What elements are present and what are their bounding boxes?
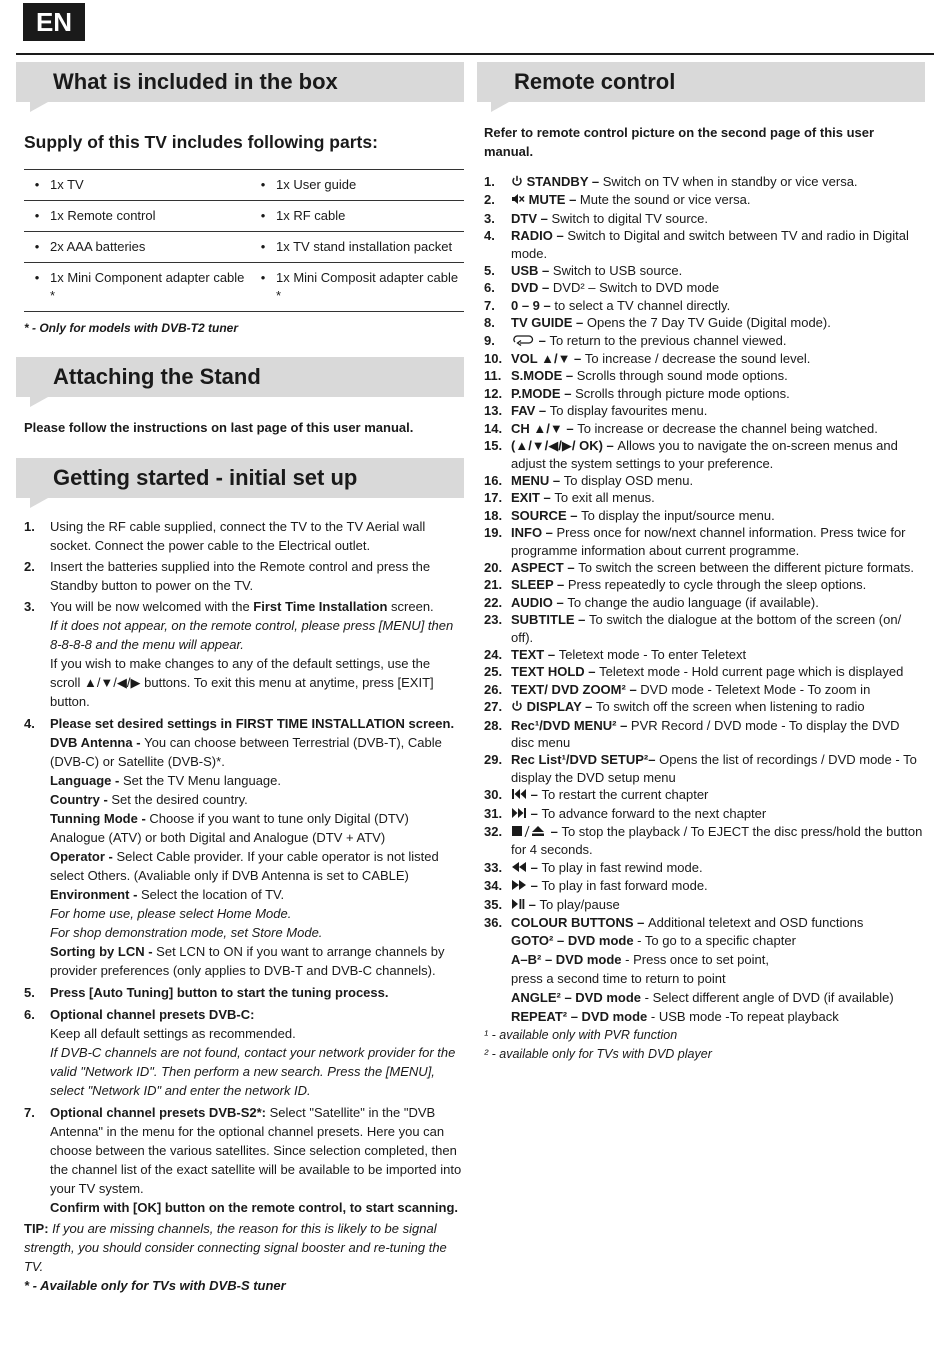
- remote-item: [484, 663, 925, 680]
- button-name: Rec¹/DVD MENU² –: [511, 717, 631, 733]
- bullet: •: [250, 232, 276, 263]
- function-name: GOTO² – DVD mode: [511, 933, 634, 949]
- right-column: [477, 62, 925, 1064]
- item-number: 21.: [484, 577, 503, 593]
- button-description: To play in fast rewind mode.: [541, 859, 703, 875]
- stand-title: Attaching the Stand: [53, 364, 261, 389]
- remote-item: [484, 698, 925, 716]
- item-number: 17.: [484, 490, 503, 506]
- button-name: MENU –: [511, 472, 564, 488]
- prev-chapter-icon: [511, 787, 527, 804]
- remote-item: [484, 717, 925, 752]
- button-name: VOL ▲/▼ –: [511, 351, 585, 367]
- remote-item: [484, 805, 925, 823]
- step-6: [16, 1005, 464, 1100]
- bullet: •: [24, 201, 50, 232]
- button-description: to select a TV channel directly.: [554, 297, 731, 313]
- item-number: 36.: [484, 915, 503, 931]
- power-icon: [511, 174, 523, 191]
- button-description: PVR Record / DVD mode - To display the DVD disc menu: [511, 717, 900, 750]
- button-name: SOURCE –: [511, 507, 582, 523]
- return-icon: [511, 333, 535, 350]
- bullet: •: [250, 201, 276, 232]
- parts-row: [24, 263, 464, 312]
- button-description: To stop the playback / To EJECT the disc press/hold the button for 4 seconds.: [511, 824, 923, 858]
- item-number: 25.: [484, 664, 503, 680]
- step-confirm: Confirm with [OK] button on the remote control, to start scanning.: [50, 1200, 459, 1215]
- item-number: 9.: [484, 332, 495, 348]
- item-number: 22.: [484, 594, 503, 610]
- item-number: 4.: [484, 228, 495, 244]
- button-description: To play in fast forward mode.: [541, 878, 708, 894]
- step-emphasis: First Time Installation: [253, 599, 388, 614]
- remote-item: [484, 681, 925, 698]
- item-number: 1.: [484, 174, 495, 189]
- button-description: To display the input/source menu.: [581, 507, 775, 523]
- item-number: 15.: [484, 438, 503, 454]
- item-number: 34.: [484, 878, 503, 894]
- remote-item: [484, 227, 925, 262]
- button-name: MUTE –: [528, 192, 580, 208]
- remote-item: [484, 646, 925, 663]
- button-description: To increase / decrease the sound level.: [584, 351, 811, 367]
- button-description: Opens the list of recordings / DVD mode - To display the DVD setup menu: [511, 752, 917, 785]
- button-description: To display OSD menu.: [563, 472, 694, 488]
- step-text: You will be now welcomed with the: [50, 599, 254, 614]
- play-pause-icon: [511, 897, 525, 914]
- remote-item: [484, 350, 925, 367]
- button-name: TEXT HOLD –: [511, 664, 600, 680]
- button-name: DVD –: [511, 280, 553, 296]
- item-number: 29.: [484, 752, 503, 768]
- remote-item: [484, 823, 925, 859]
- remote-item: [484, 367, 925, 384]
- button-description: Scrolls through sound mode options.: [576, 368, 788, 384]
- button-name: DISPLAY –: [526, 699, 596, 715]
- remote-item: [484, 896, 925, 914]
- button-description: Switch to digital TV source.: [551, 210, 709, 226]
- language-badge: EN: [23, 3, 85, 41]
- step-text: If you wish to make changes to any of the default settings, use the scroll ▲/▼/◀/▶ buttons. To exit this menu at anytime, press [EXIT] button.: [50, 656, 434, 709]
- part-item: 1x TV stand installation packet: [276, 232, 464, 263]
- part-item: 1x User guide: [276, 170, 464, 201]
- step-number: 5.: [24, 985, 35, 1000]
- function-name: A–B² – DVD mode: [511, 952, 622, 968]
- remote-item: [484, 489, 925, 506]
- tip-text: If you are missing channels, the reason for this is likely to be signal strength, you should consider connecting signal booster and re-tuning the TV.: [24, 1221, 447, 1274]
- button-description: To switch the screen between the different picture formats.: [578, 559, 914, 575]
- function-description: - Press once to set point,: [621, 952, 769, 968]
- button-name: SUBTITLE –: [511, 612, 590, 628]
- button-name: S.MODE –: [511, 368, 577, 384]
- colour-button-item: [484, 969, 925, 988]
- function-name: REPEAT² – DVD mode: [511, 1009, 648, 1025]
- step-2: [16, 557, 464, 595]
- step-note: If it does not appear, on the remote control, please press [MENU] then 8-8-8-8 and the menu will appear.: [50, 618, 454, 652]
- step-text: screen.: [387, 599, 434, 614]
- button-description: DVD mode - Teletext Mode - To zoom in: [640, 681, 871, 697]
- remote-item: [484, 611, 925, 646]
- remote-button-list: [484, 173, 925, 931]
- remote-item: [484, 191, 925, 209]
- part-item: 1x Mini Component adapter cable *: [50, 263, 250, 312]
- item-number: 28.: [484, 717, 503, 733]
- step-number: 3.: [24, 599, 35, 614]
- remote-item: [484, 314, 925, 331]
- remote-banner: [477, 62, 925, 102]
- colour-button-item: [484, 988, 925, 1007]
- button-name: TEXT/ DVD ZOOM² –: [511, 681, 641, 697]
- setup-banner: [16, 458, 464, 498]
- setting-country: [50, 790, 464, 809]
- button-name: USB –: [511, 263, 553, 279]
- stand-banner: [16, 357, 464, 397]
- button-description: Allows you to navigate the on-screen menus and adjust the system settings to your preference.: [511, 438, 898, 471]
- item-number: 3.: [484, 210, 495, 226]
- button-description: To restart the current chapter: [541, 787, 709, 803]
- button-name: 0 – 9 –: [511, 297, 555, 313]
- footnote-dvd: ² - available only for TVs with DVD player: [484, 1047, 712, 1062]
- remote-item: [484, 877, 925, 895]
- button-description: To change the audio language (if available).: [567, 594, 819, 610]
- item-number: 27.: [484, 699, 503, 715]
- button-name: –: [530, 787, 542, 803]
- setting-label: Tunning Mode -: [50, 811, 150, 826]
- item-number: 16.: [484, 472, 503, 488]
- button-name: COLOUR BUTTONS –: [511, 915, 648, 931]
- step-4: [16, 714, 464, 980]
- button-description: Switch to USB source.: [552, 263, 683, 279]
- setting-sorting-lcn: [50, 942, 464, 980]
- item-number: 19.: [484, 525, 503, 541]
- remote-title: Remote control: [514, 69, 676, 94]
- setting-note: For shop demonstration mode, set Store Mode.: [50, 925, 323, 940]
- button-name: STANDBY –: [526, 174, 603, 189]
- rewind-icon: [511, 860, 527, 877]
- part-item: 1x Remote control: [50, 201, 250, 232]
- item-number: 26.: [484, 681, 503, 697]
- setting-label: Language -: [50, 773, 123, 788]
- item-number: 12.: [484, 385, 503, 401]
- setting-text: Select the location of TV.: [141, 887, 285, 902]
- item-number: 10.: [484, 351, 503, 367]
- remote-item: [484, 594, 925, 611]
- remote-item: [484, 385, 925, 402]
- part-item: 1x TV: [50, 170, 250, 201]
- parts-row: [24, 201, 464, 232]
- function-name: ANGLE² – DVD mode: [511, 990, 642, 1006]
- setting-label: Environment -: [50, 887, 142, 902]
- function-description: press a second time to return to point: [511, 971, 726, 987]
- button-description: To advance forward to the next chapter: [541, 805, 767, 821]
- setup-steps: [16, 517, 464, 1217]
- remote-item: [484, 524, 925, 559]
- item-number: 33.: [484, 859, 503, 875]
- button-name: –: [530, 878, 542, 894]
- button-name: –: [528, 896, 540, 912]
- step-text: Keep all default settings as recommended.: [50, 1026, 296, 1041]
- item-number: 6.: [484, 280, 495, 296]
- remote-item: [484, 210, 925, 227]
- step-number: 4.: [24, 716, 35, 731]
- remote-item: [484, 402, 925, 419]
- item-number: 11.: [484, 368, 502, 384]
- button-name: –: [530, 859, 542, 875]
- step-3: [16, 597, 464, 711]
- setting-tunning-mode: [50, 809, 464, 847]
- button-description: To exit all menus.: [554, 490, 655, 506]
- button-description: Teletext mode - Hold current page which is displayed: [599, 664, 904, 680]
- setting-language: [50, 771, 464, 790]
- button-description: Press repeatedly to cycle through the sleep options.: [567, 577, 867, 593]
- step-text: Insert the batteries supplied into the Remote control and press the Standby button to power on the TV.: [50, 559, 431, 593]
- button-name: –: [550, 824, 562, 840]
- remote-item: [484, 279, 925, 296]
- item-number: 24.: [484, 646, 503, 662]
- button-description: To return to the previous channel viewed.: [549, 332, 787, 348]
- setting-label: Sorting by LCN -: [50, 944, 157, 959]
- button-name: TV GUIDE –: [511, 315, 587, 331]
- button-description: To switch the dialogue at the bottom of the screen (on/ off).: [511, 612, 902, 645]
- remote-item: [484, 914, 925, 931]
- button-name: P.MODE –: [511, 385, 576, 401]
- setting-dvb-antenna: [50, 733, 464, 771]
- step-note: If DVB-C channels are not found, contact your network provider for the valid "Network ID". Then perform a new search. Press the [MENU], select "Network ID" and enter the network ID.: [50, 1045, 456, 1098]
- tip-label: TIP:: [24, 1221, 53, 1236]
- button-description: Mute the sound or vice versa.: [579, 192, 751, 208]
- box-subtitle: Supply of this TV includes following parts:: [24, 132, 378, 152]
- remote-item: [484, 859, 925, 877]
- tip: [24, 1219, 464, 1276]
- button-name: INFO –: [511, 525, 557, 541]
- setup-footnote: * - Available only for TVs with DVB-S tuner: [24, 1278, 286, 1293]
- step-7: [16, 1103, 464, 1217]
- button-description: Scrolls through picture mode options.: [575, 385, 790, 401]
- button-name: CH ▲/▼ –: [511, 420, 578, 436]
- remote-item: [484, 559, 925, 576]
- bullet: •: [24, 170, 50, 201]
- bullet: •: [24, 263, 50, 312]
- colour-button-item: [484, 1007, 925, 1026]
- item-number: 5.: [484, 263, 495, 279]
- item-number: 13.: [484, 403, 503, 419]
- step-5: [16, 983, 464, 1002]
- remote-item: [484, 472, 925, 489]
- item-number: 31.: [484, 805, 503, 821]
- step-1: [16, 517, 464, 555]
- setting-text: You can choose between Terrestrial (DVB-T), Cable (DVB-C) or Satellite (DVB-S)*.: [50, 735, 442, 769]
- step-heading: Optional channel presets DVB-C:: [50, 1007, 255, 1022]
- button-description: Additional teletext and OSD functions: [648, 915, 864, 931]
- button-description: To switch off the screen when listening to radio: [596, 699, 865, 715]
- step-heading: Please set desired settings in FIRST TIME INSTALLATION screen.: [50, 716, 455, 731]
- button-description: To increase or decrease the channel being watched.: [577, 420, 878, 436]
- item-number: 14.: [484, 420, 503, 436]
- remote-item: [484, 332, 925, 350]
- colour-button-item: [484, 931, 925, 950]
- button-name: (▲/▼/◀/▶/ OK) –: [511, 438, 618, 454]
- button-description: Switch on TV when in standby or vice versa.: [602, 174, 858, 189]
- button-description: Teletext mode - To enter Teletext: [558, 646, 747, 662]
- part-item: 1x Mini Composit adapter cable *: [276, 263, 464, 312]
- item-number: 23.: [484, 612, 503, 628]
- step-text: Select "Satellite" in the "DVB Antenna" in the menu for the optional channel presets. Here you can choose between the various satellites. Since selection completed, then the channel list of the exact satellite will be available to be imported into your TV system.: [50, 1105, 462, 1196]
- setting-label: Country -: [50, 792, 112, 807]
- item-number: 32.: [484, 824, 503, 840]
- bullet: •: [250, 170, 276, 201]
- function-description: - Select different angle of DVD (if available): [641, 990, 894, 1006]
- step-number: 1.: [24, 519, 35, 534]
- item-number: 20.: [484, 559, 503, 575]
- button-description: Switch to Digital and switch between TV and radio in Digital mode.: [511, 228, 909, 261]
- setting-text: Choose if you want to tune only Digital (DTV) Analogue (ATV) or both Digital and Analogue (DTV + ATV): [50, 811, 409, 845]
- step-number: 6.: [24, 1007, 35, 1022]
- setting-note: For home use, please select Home Mode.: [50, 906, 292, 921]
- button-name: FAV –: [511, 403, 550, 419]
- remote-intro: Refer to remote control picture on the second page of this user manual.: [484, 125, 875, 159]
- box-title: What is included in the box: [53, 69, 338, 94]
- box-banner: [16, 62, 464, 102]
- parts-row: [24, 170, 464, 201]
- item-number: 35.: [484, 896, 503, 912]
- step-text: Using the RF cable supplied, connect the TV to the TV Aerial wall socket. Connect the power cable to the Electrical outlet.: [50, 519, 426, 553]
- remote-item: [484, 786, 925, 804]
- button-name: Rec List¹/DVD SETUP²–: [511, 752, 660, 768]
- button-name: TEXT –: [511, 646, 559, 662]
- setting-label: DVB Antenna -: [50, 735, 145, 750]
- remote-item: [484, 297, 925, 314]
- colour-buttons-list: [477, 931, 925, 1026]
- remote-item: [484, 576, 925, 593]
- button-description: To play/pause: [539, 896, 620, 912]
- remote-item: [484, 437, 925, 472]
- parts-row: [24, 232, 464, 263]
- function-description: - To go to a specific chapter: [633, 933, 796, 949]
- function-description: - USB mode -To repeat playback: [647, 1009, 839, 1025]
- stand-text: Please follow the instructions on last page of this user manual.: [24, 420, 414, 435]
- stop-eject-icon: [511, 824, 547, 841]
- button-name: SLEEP –: [511, 577, 568, 593]
- remote-item: [484, 173, 925, 191]
- setup-title: Getting started - initial set up: [53, 465, 358, 490]
- button-description: DVD² – Switch to DVD mode: [552, 280, 720, 296]
- remote-item: [484, 262, 925, 279]
- part-item: 2x AAA batteries: [50, 232, 250, 263]
- bullet: •: [250, 263, 276, 312]
- box-footnote: * - Only for models with DVB-T2 tuner: [24, 321, 239, 335]
- item-number: 18.: [484, 507, 503, 523]
- step-heading: Press [Auto Tuning] button to start the tuning process.: [50, 985, 389, 1000]
- step-number: 2.: [24, 559, 35, 574]
- power-icon: [511, 699, 523, 716]
- button-name: ASPECT –: [511, 559, 579, 575]
- button-name: RADIO –: [511, 228, 568, 244]
- mute-icon: [511, 192, 525, 209]
- setting-operator: [50, 847, 464, 885]
- colour-button-item: [484, 950, 925, 969]
- button-name: EXIT –: [511, 490, 555, 506]
- item-number: 7.: [484, 297, 495, 313]
- footnote-pvr: ¹ - available only with PVR function: [484, 1028, 678, 1043]
- button-name: –: [530, 805, 542, 821]
- remote-item: [484, 420, 925, 437]
- button-name: –: [538, 332, 550, 348]
- setting-text: Select Cable provider. If your cable operator is not listed select Others. (Avaliable only if DVB Antenna is set to CABLE): [50, 849, 439, 883]
- button-description: To display favourites menu.: [549, 403, 708, 419]
- remote-item: [484, 507, 925, 524]
- fast-forward-icon: [511, 878, 527, 895]
- item-number: 8.: [484, 315, 495, 331]
- button-name: AUDIO –: [511, 594, 568, 610]
- next-chapter-icon: [511, 806, 527, 823]
- item-number: 2.: [484, 192, 495, 208]
- bullet: •: [24, 232, 50, 263]
- remote-item: [484, 751, 925, 786]
- button-description: Opens the 7 Day TV Guide (Digital mode).: [586, 315, 831, 331]
- setting-label: Operator -: [50, 849, 117, 864]
- step-heading: Optional channel presets DVB-S2*:: [50, 1105, 266, 1120]
- parts-table: [24, 169, 464, 312]
- left-column: [16, 62, 464, 1293]
- setting-text: Set the TV Menu language.: [122, 773, 281, 788]
- button-name: DTV –: [511, 210, 552, 226]
- part-item: 1x RF cable: [276, 201, 464, 232]
- button-description: Press once for now/next channel information. Press twice for programme information about current programme.: [511, 525, 906, 558]
- step-number: 7.: [24, 1105, 35, 1120]
- setting-environment: [50, 885, 464, 904]
- setting-text: Set LCN to ON if you want to arrange channels by provider preferences (only applies to DVB-T and DVB-C channels).: [50, 944, 445, 978]
- header-divider: [16, 53, 934, 55]
- item-number: 30.: [484, 787, 503, 803]
- setting-text: Set the desired country.: [111, 792, 248, 807]
